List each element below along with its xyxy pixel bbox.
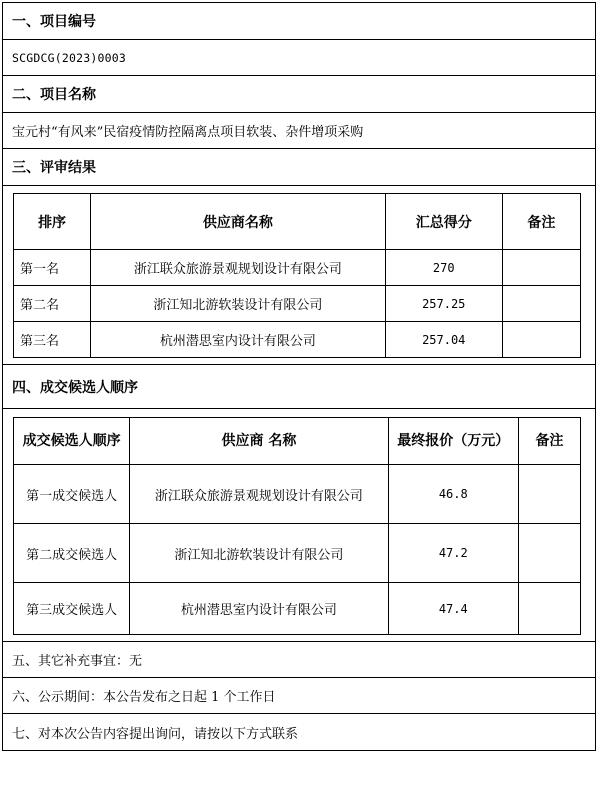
table-row <box>14 524 581 583</box>
supplier-cell: 杭州潜思室内设计有限公司 <box>130 583 388 635</box>
announcement-document <box>2 2 596 751</box>
note-cell <box>502 322 580 358</box>
header-candidate-order: 成交候选人顺序 <box>14 418 130 465</box>
section-project-name-title: 二、项目名称 <box>3 76 595 113</box>
section-review-results-title: 三、评审结果 <box>3 149 595 186</box>
project-name-value: 宝元村“有风来”民宿疫情防控隔离点项目软装、杂件增项采购 <box>3 113 595 149</box>
table-row <box>14 465 581 524</box>
candidate-order-table <box>13 417 581 635</box>
section-contact-inquiry: 七、对本次公告内容提出询问，请按以下方式联系 <box>12 726 299 742</box>
candidate-table-header-row <box>14 418 581 465</box>
note-cell <box>502 286 580 322</box>
table-row <box>14 583 581 635</box>
table-row <box>14 250 581 286</box>
section-project-number-title: 一、项目编号 <box>3 3 595 40</box>
note-cell <box>518 465 580 524</box>
table-row <box>14 322 581 358</box>
candidate-order-cell: 第三成交候选人 <box>14 583 130 635</box>
rank-cell: 第三名 <box>14 322 91 358</box>
header-score: 汇总得分 <box>385 194 502 250</box>
supplier-cell: 浙江联众旅游景观规划设计有限公司 <box>130 465 388 524</box>
score-cell: 257.04 <box>385 322 502 358</box>
supplier-cell: 浙江联众旅游景观规划设计有限公司 <box>91 250 386 286</box>
supplier-cell: 浙江知北游软装设计有限公司 <box>91 286 386 322</box>
score-cell: 270 <box>385 250 502 286</box>
price-cell: 46.8 <box>388 465 518 524</box>
header-note: 备注 <box>502 194 580 250</box>
rank-cell: 第二名 <box>14 286 91 322</box>
candidate-order-cell: 第一成交候选人 <box>14 465 130 524</box>
table-row <box>14 286 581 322</box>
header-note: 备注 <box>518 418 580 465</box>
section-other-matters: 五、其它补充事宜：无 <box>3 642 595 678</box>
price-cell: 47.2 <box>388 524 518 583</box>
note-cell <box>518 524 580 583</box>
supplier-cell: 杭州潜思室内设计有限公司 <box>91 322 386 358</box>
review-results-table <box>13 193 581 358</box>
note-cell <box>502 250 580 286</box>
section-publicity-period: 六、公示期间：本公告发布之日起 1 个工作日 <box>3 678 595 714</box>
header-supplier: 供应商名称 <box>91 194 386 250</box>
review-results-container <box>3 186 595 365</box>
header-rank: 排序 <box>14 194 91 250</box>
review-table-header-row <box>14 194 581 250</box>
rank-cell: 第一名 <box>14 250 91 286</box>
header-supplier: 供应商 名称 <box>130 418 388 465</box>
section-candidate-order-title: 四、成交候选人顺序 <box>3 365 595 409</box>
project-number-value: SCGDCG(2023)0003 <box>3 40 595 76</box>
note-cell <box>518 583 580 635</box>
supplier-cell: 浙江知北游软装设计有限公司 <box>130 524 388 583</box>
candidate-order-cell: 第二成交候选人 <box>14 524 130 583</box>
score-cell: 257.25 <box>385 286 502 322</box>
header-final-price: 最终报价（万元） <box>388 418 518 465</box>
price-cell: 47.4 <box>388 583 518 635</box>
candidate-order-container <box>3 409 595 642</box>
